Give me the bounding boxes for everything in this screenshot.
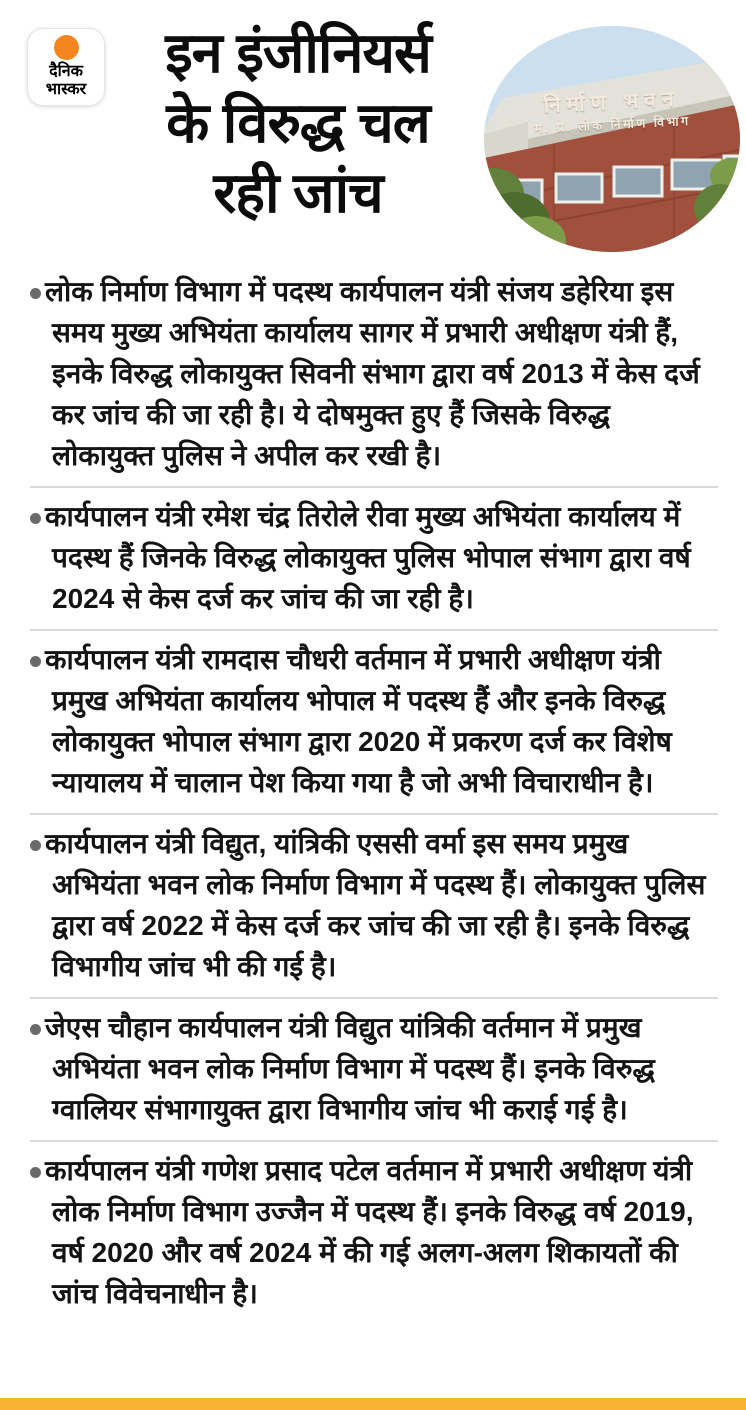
list-item [30,631,718,815]
dainik-bhaskar-logo [27,28,105,106]
list-item-text: जेएस चौहान कार्यपालन यंत्री विद्युत यांत्रिकी वर्तमान में प्रमुख अभियंता भवन लोक निर्माण विभाग में पदस्थ हैं। इनके विरुद्ध ग्वालियर संभागायुक्त द्वारा विभागीय जांच भी कराई गई है। [45,1012,655,1125]
page-title [112,18,484,228]
list-item-text: कार्यपालन यंत्री विद्युत, यांत्रिकी एससी वर्मा इस समय प्रमुख अभियंता भवन लोक निर्माण विभाग में पदस्थ हैं। लोकायुक्त पुलिस द्वारा वर्ष 2022 में केस दर्ज कर जांच की जा रही है। इनके विरुद्ध विभागीय जांच भी की गई है। [45,828,706,982]
bullet-dot-icon [30,513,41,524]
building-sign-line1: निर्माण भवन [542,87,681,118]
list-item-text: कार्यपालन यंत्री रामदास चौधरी वर्तमान में प्रभारी अधीक्षण यंत्री प्रमुख अभियंता कार्यालय भोपाल में पदस्थ हैं और इनके विरुद्ध लोकायुक्त भोपाल संभाग द्वारा 2020 में प्रकरण दर्ज कर विशेष न्यायालय में चालान पेश किया गया है जो अभी विचाराधीन है। [45,644,672,798]
list-item-text: लोक निर्माण विभाग में पदस्थ कार्यपालन यंत्री संजय डहेरिया इस समय मुख्य अभियंता कार्यालय सागर में प्रभारी अधीक्षण यंत्री हैं, इनके विरुद्ध लोकायुक्त सिवनी संभाग द्वारा वर्ष 2013 में केस दर्ज कर जांच की जा रही है। ये दोषमुक्त हुए हैं जिसके विरुद्ध लोकायुक्त पुलिस ने अपील कर रखी है। [45,276,700,471]
logo-line1: दैनिक [49,63,83,80]
list-item [30,263,718,488]
list-item [30,1142,718,1324]
accent-bar [0,1398,746,1410]
headline-line2: के विरुद्ध चल [166,91,430,154]
bullet-dot-icon [30,840,41,851]
bullet-dot-icon [30,1167,41,1178]
list-item [30,488,718,631]
bullet-dot-icon [30,1024,41,1035]
bullet-dot-icon [30,656,41,667]
list-item [30,815,718,999]
logo-line2: भास्कर [45,81,87,98]
bullet-list [30,263,718,1324]
list-item [30,999,718,1142]
building-sign-line2: म. प्र. लोक निर्माण विभाग [534,113,691,137]
headline-line1: इन इंजीनियर्स [165,21,431,84]
list-item-text: कार्यपालन यंत्री गणेश प्रसाद पटेल वर्तमान में प्रभारी अधीक्षण यंत्री लोक निर्माण विभाग उज्जैन में पदस्थ हैं। इनके विरुद्ध वर्ष 2019, वर्ष 2020 और वर्ष 2024 में की गई अलग-अलग शिकायतों की जांच विवेचनाधीन है। [45,1155,694,1309]
bullet-dot-icon [30,288,41,299]
sun-icon [54,35,79,60]
building-illustration [484,26,740,252]
list-item-text: कार्यपालन यंत्री रमेश चंद्र तिरोले रीवा मुख्य अभियंता कार्यालय में पदस्थ हैं जिनके विरुद्ध लोकायुक्त पुलिस भोपाल संभाग द्वारा वर्ष 2024 से केस दर्ज कर जांच की जा रही है। [45,501,691,614]
building-photo [484,26,740,252]
logo-text [46,63,86,99]
headline-line3: रही जांच [213,161,383,224]
